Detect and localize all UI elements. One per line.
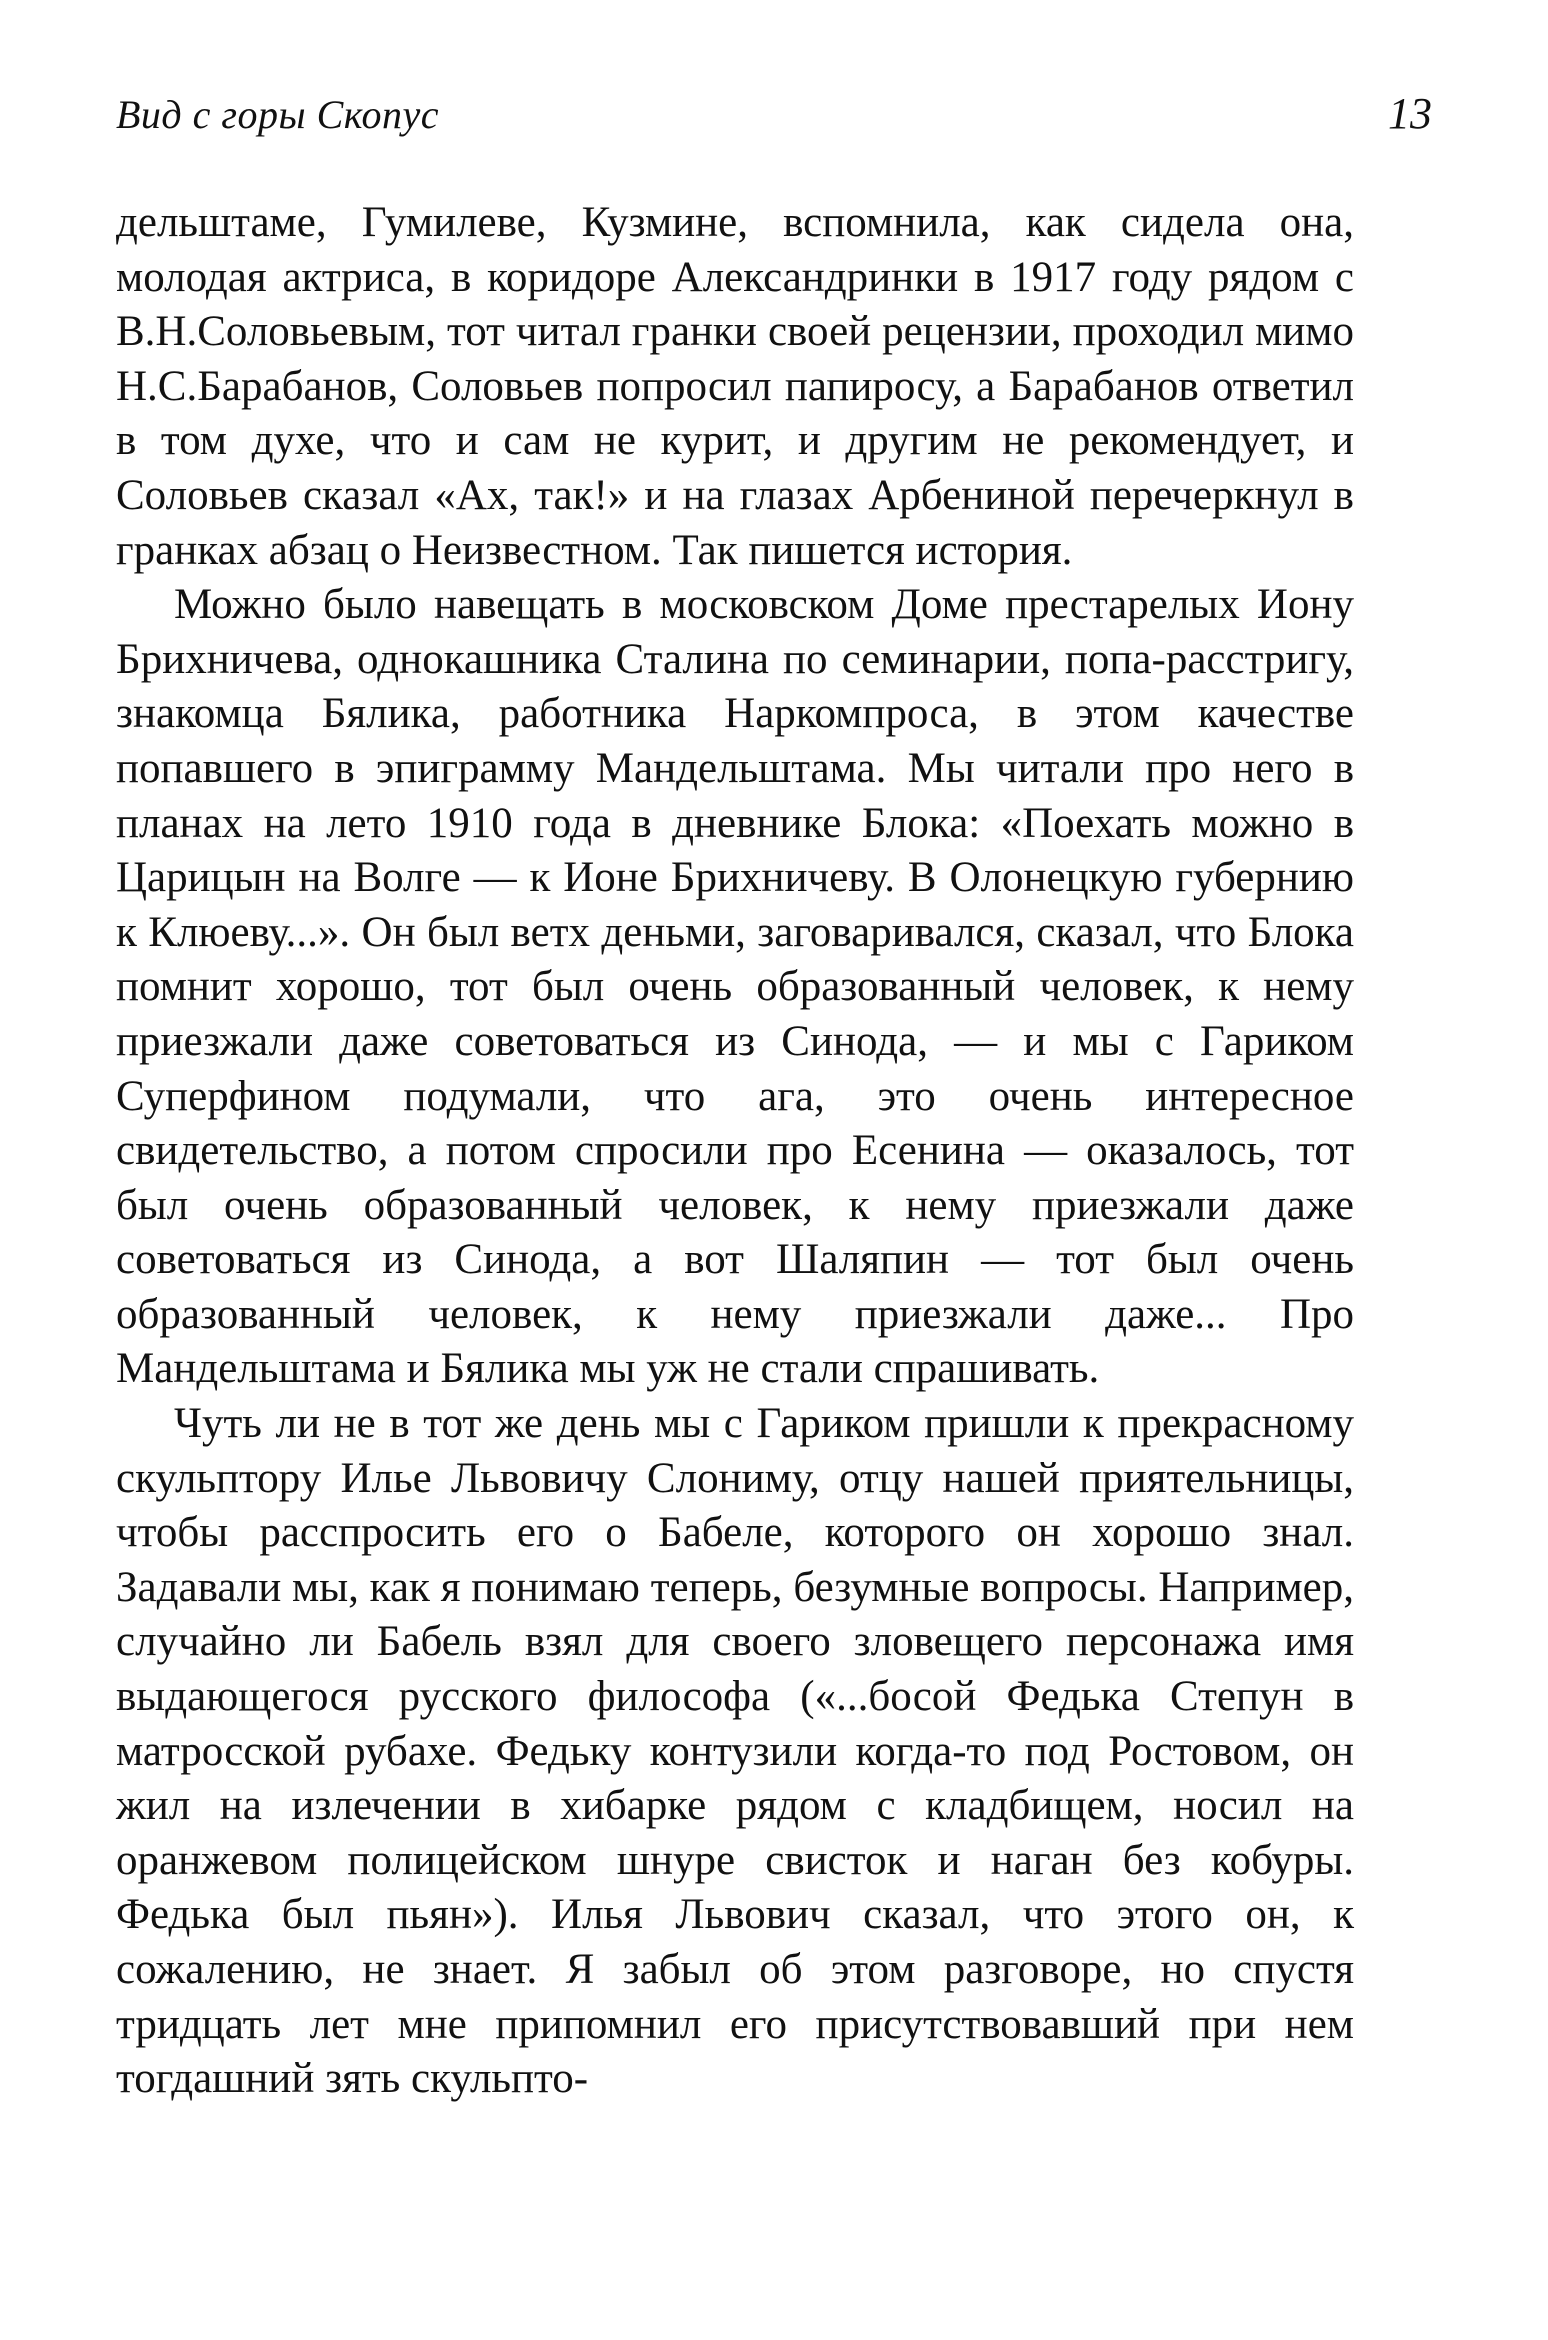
body-text [116,196,1354,2107]
paragraph-2: Можно было навещать в московском Доме престарелых Иону Брихничева, однокашника Сталина по семинарии, попа-расстригу, знакомца Бялика, работника Наркомпроса, в этом качестве попавшего в эпиграмму Мандельштама. Мы читали про него в планах на лето 1910 года в дневнике Блока: «Поехать можно в Царицын на Волге — к Ионе Брихничеву. В Олонецкую губернию к Клюеву...». Он был ветх деньми, заговаривался, сказал, что Блока помнит хорошо, тот был очень образованный человек, к нему приезжали даже советоваться из Синода, — и мы с Гариком Суперфином подумали, что ага, это очень интересное свидетельство, а потом спросили про Есенина — оказалось, тот был очень образованный человек, к нему приезжали даже советоваться из Синода, а вот Шаляпин — тот был очень образованный человек, к нему приезжали даже... Про Мандельштама и Бялика мы уж не стали спрашивать. [116,581,1354,1393]
running-head [116,88,1432,148]
paragraph-1: дельштаме, Гумилеве, Кузмине, вспомнила, как сидела она, молодая актриса, в коридоре Александринки в 1917 году рядом с В.Н.Соловьевым, тот читал гранки своей рецензии, проходил мимо Н.С.Барабанов, Соловьев попросил папиросу, а Барабанов ответил в том духе, что и сам не курит, и другим не рекомендует, и Соловьев сказал «Ах, так!» и на глазах Арбениной перечеркнул в гранках абзац о Неизвестном. Так пишется история. [116,199,1354,574]
paragraph-3: Чуть ли не в тот же день мы с Гариком пришли к прекрасному скульптору Илье Львовичу Слониму, отцу нашей приятельницы, чтобы расспросить его о Бабеле, которого он хорошо знал. Задавали мы, как я понимаю теперь, безумные вопросы. Например, случайно ли Бабель взял для своего зловещего персонажа имя выдающегося русского философа («...босой Федька Степун в матросской рубахе. Федьку контузили когда-то под Ростовом, он жил на излечении в хибарке рядом с кладбищем, носил на оранжевом полицейском шнуре свисток и наган без кобуры. Федька был пьян»). Илья Львович сказал, что этого он, к сожалению, не знает. Я забыл об этом разговоре, но спустя тридцать лет мне припомнил его присутствовавший при нем тогдашний зять скульпто- [116,1400,1354,2103]
running-title: Вид с горы Скопус [116,92,439,137]
page-number: 13 [1388,89,1432,138]
